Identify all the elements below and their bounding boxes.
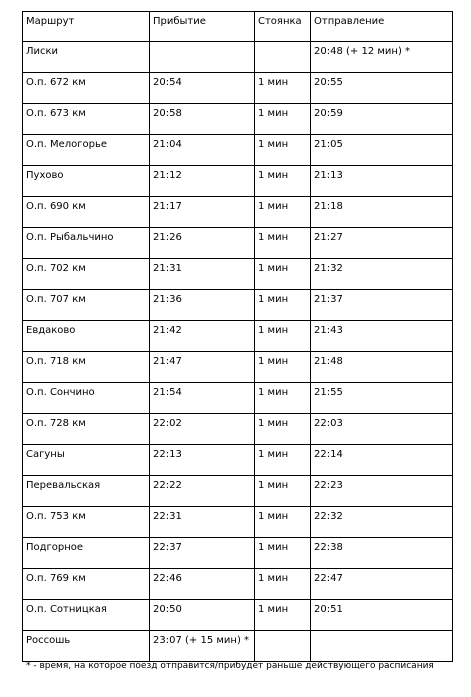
table-row <box>23 476 453 507</box>
cell-stop: 1 мин <box>255 104 311 135</box>
cell-arrival: 22:37 <box>150 538 255 569</box>
cell-departure: 22:03 <box>311 414 453 445</box>
cell-route: О.п. 707 км <box>23 290 150 321</box>
cell-route: О.п. 769 км <box>23 569 150 600</box>
cell-departure: 22:32 <box>311 507 453 538</box>
table-row <box>23 42 453 73</box>
cell-arrival <box>150 42 255 73</box>
cell-route: О.п. 702 км <box>23 259 150 290</box>
cell-arrival: 21:47 <box>150 352 255 383</box>
cell-stop: 1 мин <box>255 538 311 569</box>
cell-route: О.п. Мелогорье <box>23 135 150 166</box>
cell-arrival: 21:26 <box>150 228 255 259</box>
schedule-body <box>23 42 453 662</box>
cell-departure: 22:38 <box>311 538 453 569</box>
cell-route: О.п. 728 км <box>23 414 150 445</box>
cell-route: О.п. 753 км <box>23 507 150 538</box>
table-row <box>23 228 453 259</box>
table-row <box>23 538 453 569</box>
table-row <box>23 631 453 662</box>
cell-route: Пухово <box>23 166 150 197</box>
cell-stop: 1 мин <box>255 197 311 228</box>
cell-arrival: 22:02 <box>150 414 255 445</box>
cell-stop: 1 мин <box>255 569 311 600</box>
header-stop: Стоянка <box>255 12 311 42</box>
cell-arrival: 21:12 <box>150 166 255 197</box>
table-row <box>23 166 453 197</box>
cell-arrival: 21:42 <box>150 321 255 352</box>
cell-stop: 1 мин <box>255 600 311 631</box>
cell-arrival: 20:54 <box>150 73 255 104</box>
table-row <box>23 600 453 631</box>
cell-arrival: 21:04 <box>150 135 255 166</box>
cell-route: О.п. Рыбальчино <box>23 228 150 259</box>
cell-arrival: 20:50 <box>150 600 255 631</box>
header-row <box>23 12 453 42</box>
table-row <box>23 135 453 166</box>
cell-stop: 1 мин <box>255 383 311 414</box>
header-route: Маршрут <box>23 12 150 42</box>
header-departure: Отправление <box>311 12 453 42</box>
cell-departure: 21:48 <box>311 352 453 383</box>
header-arrival: Прибытие <box>150 12 255 42</box>
cell-departure: 21:18 <box>311 197 453 228</box>
cell-stop: 1 мин <box>255 414 311 445</box>
cell-stop <box>255 42 311 73</box>
cell-stop: 1 мин <box>255 73 311 104</box>
cell-arrival: 22:46 <box>150 569 255 600</box>
cell-departure: 20:51 <box>311 600 453 631</box>
table-row <box>23 290 453 321</box>
cell-departure: 20:55 <box>311 73 453 104</box>
cell-stop: 1 мин <box>255 476 311 507</box>
cell-arrival: 21:17 <box>150 197 255 228</box>
cell-departure: 21:37 <box>311 290 453 321</box>
cell-departure <box>311 631 453 662</box>
cell-departure: 20:59 <box>311 104 453 135</box>
table-row <box>23 104 453 135</box>
cell-departure: 22:14 <box>311 445 453 476</box>
cell-arrival: 21:54 <box>150 383 255 414</box>
cell-route: Сагуны <box>23 445 150 476</box>
cell-stop: 1 мин <box>255 166 311 197</box>
table-row <box>23 569 453 600</box>
table-row <box>23 259 453 290</box>
cell-stop: 1 мин <box>255 352 311 383</box>
cell-departure: 22:47 <box>311 569 453 600</box>
cell-departure: 21:43 <box>311 321 453 352</box>
cell-departure: 21:05 <box>311 135 453 166</box>
table-row <box>23 383 453 414</box>
cell-arrival: 22:31 <box>150 507 255 538</box>
cell-arrival: 21:31 <box>150 259 255 290</box>
cell-stop: 1 мин <box>255 290 311 321</box>
cell-route: О.п. Сончино <box>23 383 150 414</box>
schedule-header <box>23 12 453 42</box>
cell-stop <box>255 631 311 662</box>
cell-arrival: 20:58 <box>150 104 255 135</box>
table-row <box>23 321 453 352</box>
cell-stop: 1 мин <box>255 135 311 166</box>
cell-arrival: 22:13 <box>150 445 255 476</box>
cell-arrival: 22:22 <box>150 476 255 507</box>
cell-route: Подгорное <box>23 538 150 569</box>
cell-departure: 21:55 <box>311 383 453 414</box>
cell-stop: 1 мин <box>255 228 311 259</box>
cell-route: О.п. 672 км <box>23 73 150 104</box>
cell-departure: 21:13 <box>311 166 453 197</box>
schedule-table <box>22 11 453 662</box>
cell-route: Лиски <box>23 42 150 73</box>
cell-departure: 21:27 <box>311 228 453 259</box>
cell-route: О.п. 673 км <box>23 104 150 135</box>
cell-route: О.п. 690 км <box>23 197 150 228</box>
cell-departure: 22:23 <box>311 476 453 507</box>
cell-stop: 1 мин <box>255 321 311 352</box>
table-row <box>23 197 453 228</box>
table-row <box>23 445 453 476</box>
cell-arrival: 23:07 (+ 15 мин) * <box>150 631 255 662</box>
cell-route: О.п. 718 км <box>23 352 150 383</box>
cell-route: Перевальская <box>23 476 150 507</box>
cell-route: О.п. Сотницкая <box>23 600 150 631</box>
cell-route: Россошь <box>23 631 150 662</box>
table-row <box>23 352 453 383</box>
table-row <box>23 73 453 104</box>
cell-stop: 1 мин <box>255 445 311 476</box>
cell-departure: 20:48 (+ 12 мин) * <box>311 42 453 73</box>
table-row <box>23 507 453 538</box>
cell-stop: 1 мин <box>255 259 311 290</box>
cell-route: Евдаково <box>23 321 150 352</box>
cell-stop: 1 мин <box>255 507 311 538</box>
cell-departure: 21:32 <box>311 259 453 290</box>
footnote: * - время, на которое поезд отправится/прибудет раньше действующего расписания <box>26 661 434 671</box>
table-row <box>23 414 453 445</box>
cell-arrival: 21:36 <box>150 290 255 321</box>
